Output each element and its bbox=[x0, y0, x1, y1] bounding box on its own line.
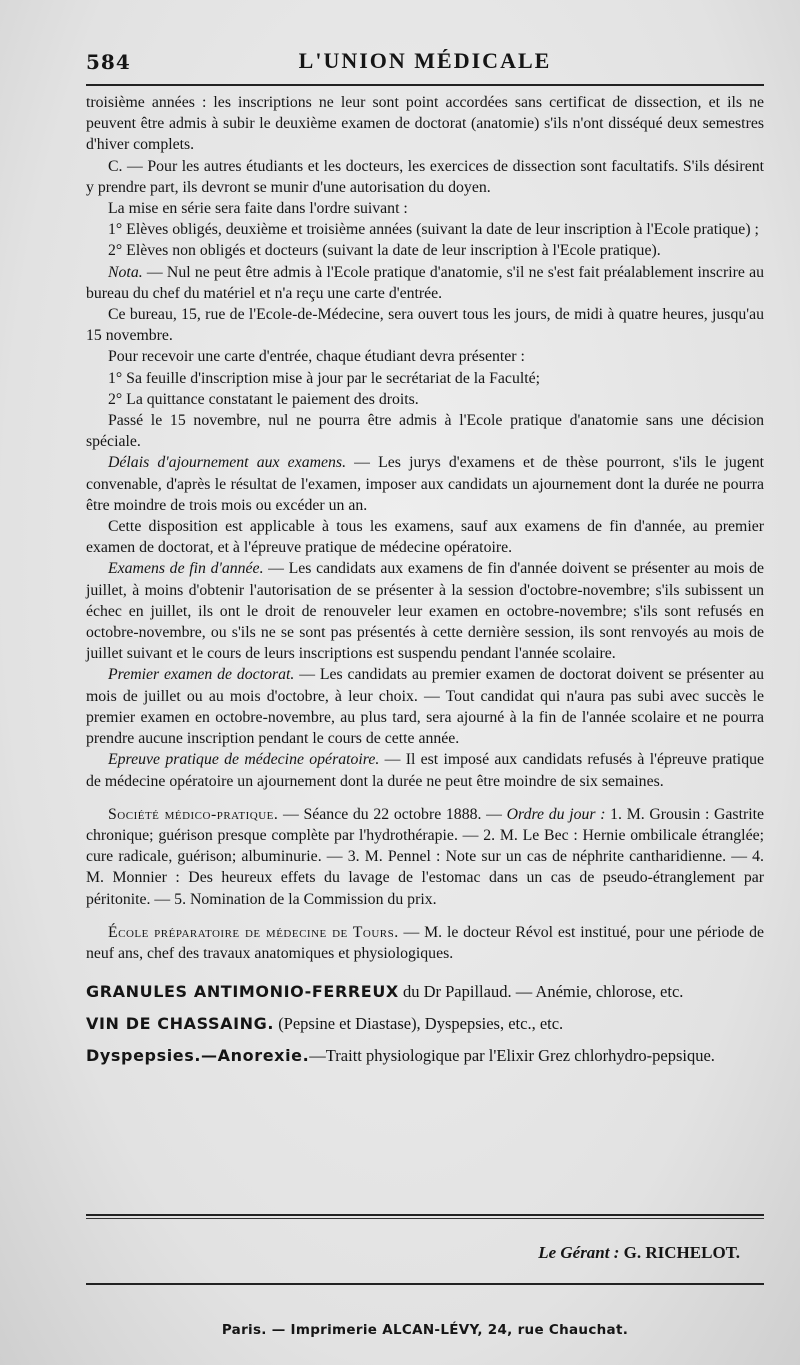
footer-rule bbox=[86, 1214, 764, 1216]
paragraph-nota bbox=[86, 262, 764, 304]
adjournment-text: — Les jurys d'examens et de thèse pourront, s'ils le jugent convenable, d'après le résultat de l'examen, imposer aux candidats un ajournement dont la durée ne pourra être moindre de trois mois ou excéder un an. bbox=[86, 454, 764, 514]
paragraph-list-item-1: 1° Elèves obligés, deuxième et troisième années (suivant la date de leur inscription à l'Ecole pratique) ; bbox=[108, 221, 759, 239]
gerant-signature bbox=[538, 1243, 740, 1263]
gerant-name: G. RICHELOT. bbox=[619, 1243, 740, 1262]
society-text-a: — Séance du 22 octobre 1888. — bbox=[278, 805, 507, 823]
imprint-line: Paris. — Imprimerie ALCAN-LÉVY, 24, rue Chauchat. bbox=[221, 1322, 629, 1338]
adjournment-label: Délais d'ajournement aux examens. bbox=[108, 454, 347, 472]
paragraph-first-exam bbox=[86, 664, 764, 749]
paragraph-other-students: C. — Pour les autres étudiants et les docteurs, les exercices de dissection sont facultatifs. S'ils désirent y prendre part, ils devront se munir d'une autorisation du doyen. bbox=[86, 157, 764, 196]
paragraph-medical-society bbox=[86, 804, 764, 910]
paragraph-list-item-2: 2° Elèves non obligés et docteurs (suivant la date de leur inscription à l'Ecole pratique). bbox=[108, 242, 661, 260]
paragraph-bureau: Ce bureau, 15, rue de l'Ecole-de-Médecine, sera ouvert tous les jours, de midi à quatre heures, jusqu'au 15 novembre. bbox=[86, 306, 764, 345]
ad-granules-name: GRANULES ANTIMONIO-FERREUX bbox=[86, 982, 399, 1002]
paragraph-deadline: Passé le 15 novembre, nul ne pourra être admis à l'Ecole pratique d'anatomie sans une décision spéciale. bbox=[86, 412, 764, 451]
ad-dyspepsies-text: —Traitt physiologique par l'Elixir Grez chlorhydro-pepsique. bbox=[309, 1046, 715, 1066]
paragraph-disposition: Cette disposition est applicable à tous les examens, sauf aux examens de fin d'année, au premier examen de doctorat, et à l'épreuve pratique de médecine opératoire. bbox=[86, 518, 764, 557]
surgery-test-label: Epreuve pratique de médecine opératoire. bbox=[108, 751, 380, 769]
ad-vin-text: (Pepsine et Diastase), Dyspepsies, etc., etc. bbox=[274, 1014, 564, 1034]
gerant-label: Le Gérant : bbox=[538, 1243, 620, 1262]
advertisement-dyspepsies bbox=[86, 1040, 764, 1072]
article-body bbox=[86, 92, 764, 1072]
tours-school-text: — M. le docteur Révol est institué, pour une période de neuf ans, chef des travaux anatomiques et physiologiques. bbox=[86, 923, 764, 962]
section-gap bbox=[86, 792, 764, 804]
first-exam-label: Premier examen de doctorat. bbox=[108, 666, 295, 684]
surgery-test-text: — Il est imposé aux candidats refusés à l'épreuve pratique de médecine opératoire un ajournement dont la durée ne peut être moindre de six semaines. bbox=[86, 751, 764, 790]
ad-dyspepsies-name: Dyspepsies.—Anorexie. bbox=[86, 1046, 310, 1066]
society-order-label: Ordre du jour : bbox=[506, 805, 606, 823]
page-header bbox=[86, 40, 764, 80]
year-end-label: Examens de fin d'année. bbox=[108, 560, 264, 578]
ad-vin-name: VIN DE CHASSAING. bbox=[86, 1014, 275, 1034]
paragraph-surgery-test bbox=[86, 749, 764, 791]
section-gap bbox=[86, 964, 764, 976]
tours-school-label: École préparatoire de médecine de Tours. bbox=[108, 923, 399, 941]
paragraph-series-order: La mise en série sera faite dans l'ordre suivant : bbox=[108, 200, 408, 218]
society-text-b: 1. M. Grousin : Gastrite chronique; guérison presque complète par l'hydrothérapie. — 2. M. Le Bec : Hernie ombilicale étranglée; cure radicale, guérison; albuminurie. — 3. M. Pennel : Note sur un cas de néphrite cantharidienne. — 4. M. Monnier : Des heureux effets du lavage de l'estomac dans un cas de pseudo-étranglement par péritonite. — 5. Nomination de la Commission du prix. bbox=[86, 805, 765, 908]
year-end-text: — Les candidats aux examens de fin d'année doivent se présenter au mois de juillet, à moins d'obtenir l'autorisation de se présenter à la session d'octobre-novembre; s'ils subissent un échec en juillet, ils ont le droit de renouveler leur examen en octobre-novembre; s'ils sont refusés en octobre-novembre, ou s'ils ne se sont pas présentés à cette dernière session, ils sont renvoyés au mois de juillet suivant et le cours de leurs inscriptions est suspendu pendant l'année scolaire. bbox=[86, 560, 764, 663]
page-number: 584 bbox=[86, 50, 131, 74]
nota-text: — Nul ne peut être admis à l'Ecole pratique d'anatomie, s'il ne s'est fait préalablement inscrire au bureau du chef du matériel et n'a reçu une carte d'entrée. bbox=[86, 263, 764, 302]
footer-rule-thin bbox=[86, 1218, 764, 1219]
advertisement-vin-chassaing bbox=[86, 1008, 764, 1040]
nota-label: Nota. bbox=[108, 263, 143, 281]
paragraph-entry-item-2: 2° La quittance constatant le paiement des droits. bbox=[108, 390, 419, 408]
paragraph-entry-card: Pour recevoir une carte d'entrée, chaque étudiant devra présenter : bbox=[108, 348, 525, 366]
ad-granules-text: du Dr Papillaud. — Anémie, chlorose, etc. bbox=[398, 982, 684, 1002]
imprint-rule bbox=[86, 1283, 764, 1285]
paragraph-adjournment bbox=[86, 452, 764, 516]
society-label: Société médico-pratique. bbox=[108, 805, 279, 823]
paragraph-year-end-exams bbox=[86, 558, 764, 664]
paragraph-tours-school bbox=[86, 922, 764, 964]
header-rule bbox=[86, 84, 764, 86]
advertisement-granules bbox=[86, 976, 764, 1008]
paragraph-entry-item-1: 1° Sa feuille d'inscription mise à jour par le secrétariat de la Faculté; bbox=[108, 369, 541, 387]
section-gap bbox=[86, 910, 764, 922]
first-exam-text: — Les candidats au premier examen de doctorat doivent se présenter au mois de juillet ou au mois d'octobre, à leur choix. — Tout candidat qui n'aura pas subi avec succès le premier examen en octobre-novembre, au plus tard, sera ajourné à la fin de l'année scolaire et ne pourra prendre aucune inscription pendant le cours de cette année. bbox=[86, 666, 765, 748]
journal-title: L'UNION MÉDICALE bbox=[298, 48, 552, 73]
paragraph-dissection-certificate: troisième années : les inscriptions ne leur sont point accordées sans certificat de dissection, et ils ne peuvent être admis à subir le deuxième examen de doctorat (anatomie) s'ils n'ont disséqué deux semestres d'hiver complets. bbox=[86, 94, 764, 154]
